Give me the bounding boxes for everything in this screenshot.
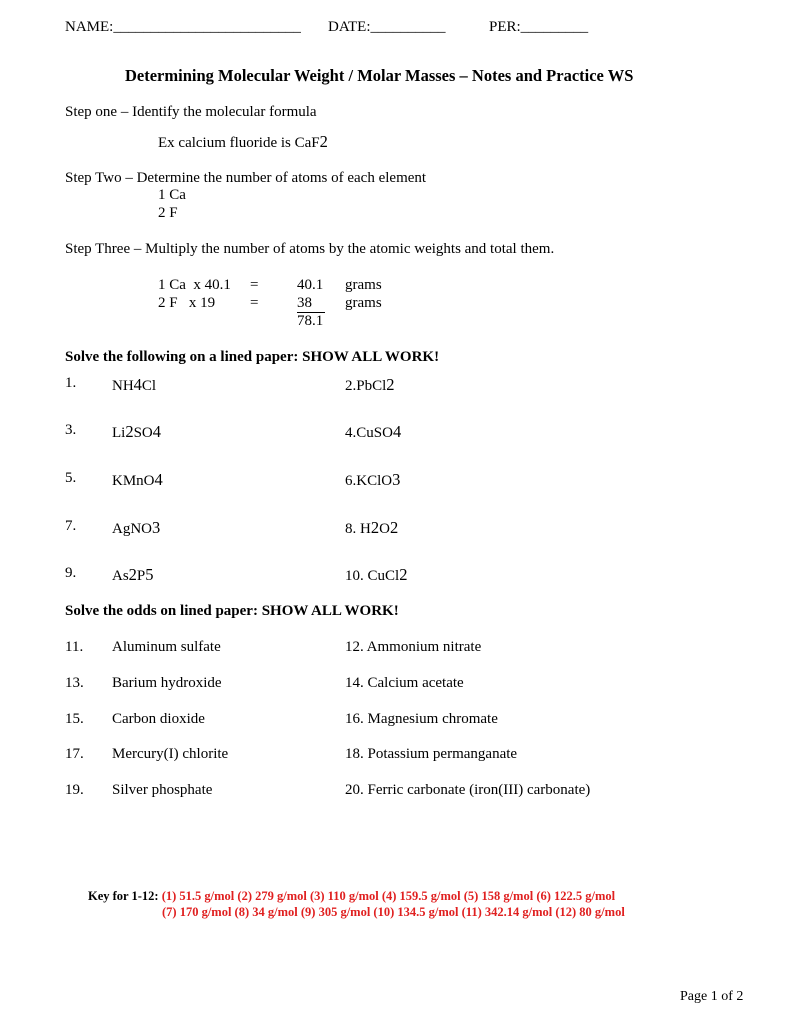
compound-name-left: Aluminum sulfate	[112, 639, 221, 655]
calc-row-1-eq: =	[250, 277, 259, 293]
step-one: Step one – Identify the molecular formula	[65, 104, 317, 120]
formula-part: O	[379, 521, 390, 537]
formula-part: 2	[125, 422, 134, 441]
problem-formula-right	[345, 470, 400, 490]
problem-formula-right	[345, 375, 395, 395]
formula-part: 2	[128, 565, 137, 584]
problem-number: 9.	[65, 565, 77, 581]
formula-part: Cl	[141, 378, 157, 394]
calc-row-2-left: 2 F x 19	[158, 295, 216, 311]
compound-name-right: 14. Calcium acetate	[345, 675, 464, 691]
name-field: NAME:_________________________	[65, 19, 301, 35]
formula-part: 3	[392, 470, 401, 489]
step-one-example-sub: 2	[319, 132, 328, 151]
problem-formula-left	[112, 518, 160, 538]
compound-name-right: 18. Potassium permanganate	[345, 746, 518, 762]
date-field: DATE:__________	[328, 19, 446, 35]
problem-formula-right	[345, 565, 407, 585]
calc-row-2-value	[297, 295, 325, 313]
problem-number: 15.	[65, 711, 84, 727]
answer-key-label: Key for 1-12:	[88, 889, 159, 903]
formula-part: 2	[386, 375, 395, 394]
compound-name-left: Carbon dioxide	[112, 711, 205, 727]
problem-formula-right	[345, 518, 398, 538]
compound-name-left: Barium hydroxide	[112, 675, 222, 691]
formula-part: 2	[370, 518, 380, 537]
formula-part: 4	[133, 375, 142, 394]
formula-part: SO	[133, 425, 153, 441]
problem-number: 5.	[65, 470, 77, 486]
formula-part: 2	[389, 518, 399, 537]
formula-part: 2	[399, 565, 408, 584]
formula-part: KMnO	[112, 473, 155, 489]
page-title: Determining Molecular Weight / Molar Masses – Notes and Practice WS	[125, 66, 634, 85]
compound-name-right: 16. Magnesium chromate	[345, 711, 498, 727]
section-1-heading: Solve the following on a lined paper: SHOW ALL WORK!	[65, 349, 440, 365]
problem-number: 19.	[65, 782, 84, 798]
formula-part: 3	[152, 518, 161, 537]
answer-key-line-1	[88, 889, 615, 904]
formula-part: P	[136, 568, 146, 584]
page-number: Page 1 of 2	[680, 989, 744, 1004]
formula-part: 5	[145, 565, 154, 584]
formula-part: 4.CuSO	[345, 425, 393, 441]
step-two-line-2: 2 F	[158, 205, 178, 221]
formula-part: Li	[112, 425, 126, 441]
step-three: Step Three – Multiply the number of atoms by the atomic weights and total them.	[65, 241, 555, 257]
formula-part: AgNO	[112, 521, 152, 537]
step-two-line-1: 1 Ca	[158, 187, 186, 203]
calc-row-1-value: 40.1	[297, 277, 324, 293]
calc-row-1-left: 1 Ca x 40.1	[158, 277, 231, 293]
problem-formula-left	[112, 375, 156, 395]
step-two: Step Two – Determine the number of atoms of each element	[65, 170, 427, 186]
step-one-example-text: Ex calcium fluoride is CaF	[158, 135, 320, 151]
calc-row-2-eq: =	[250, 295, 259, 311]
problem-formula-left	[112, 470, 163, 490]
section-2-heading: Solve the odds on lined paper: SHOW ALL WORK!	[65, 603, 399, 619]
period-field: PER:_________	[489, 19, 589, 35]
formula-part: 10. CuCl	[345, 568, 400, 584]
answer-key-values-1: (1) 51.5 g/mol (2) 279 g/mol (3) 110 g/mol (4) 159.5 g/mol (5) 158 g/mol (6) 122.5 g/mol	[158, 889, 616, 903]
problem-number: 17.	[65, 746, 84, 762]
formula-part: As	[112, 568, 129, 584]
formula-part: 4	[392, 422, 402, 441]
compound-name-right: 12. Ammonium nitrate	[345, 639, 482, 655]
formula-part: 6.KClO	[345, 473, 393, 489]
calc-row-1-unit: grams	[345, 277, 382, 293]
compound-name-right: 20. Ferric carbonate (iron(III) carbonate)	[345, 782, 591, 798]
calc-row-2-unit: grams	[345, 295, 382, 311]
formula-part: 4	[152, 422, 162, 441]
compound-name-left: Silver phosphate	[112, 782, 213, 798]
formula-part: 2.PbCl	[345, 378, 387, 394]
problem-formula-left	[112, 422, 161, 442]
problem-number: 13.	[65, 675, 84, 691]
calc-total: 78.1	[297, 313, 324, 329]
step-one-example	[158, 132, 328, 152]
problem-formula-right	[345, 422, 401, 442]
formula-part: 8. H	[345, 521, 371, 537]
problem-number: 11.	[65, 639, 84, 655]
formula-part: NH	[112, 378, 134, 394]
problem-number: 1.	[65, 375, 77, 391]
problem-number: 3.	[65, 422, 77, 438]
problem-formula-left	[112, 565, 154, 585]
calc-row-2-value-text: 38	[297, 295, 312, 311]
compound-name-left: Mercury(I) chlorite	[112, 746, 229, 762]
formula-part: 4	[154, 470, 163, 489]
problem-number: 7.	[65, 518, 77, 534]
answer-key-line-2: (7) 170 g/mol (8) 34 g/mol (9) 305 g/mol (10) 134.5 g/mol (11) 342.14 g/mol (12) 80 g/mol	[162, 905, 625, 919]
